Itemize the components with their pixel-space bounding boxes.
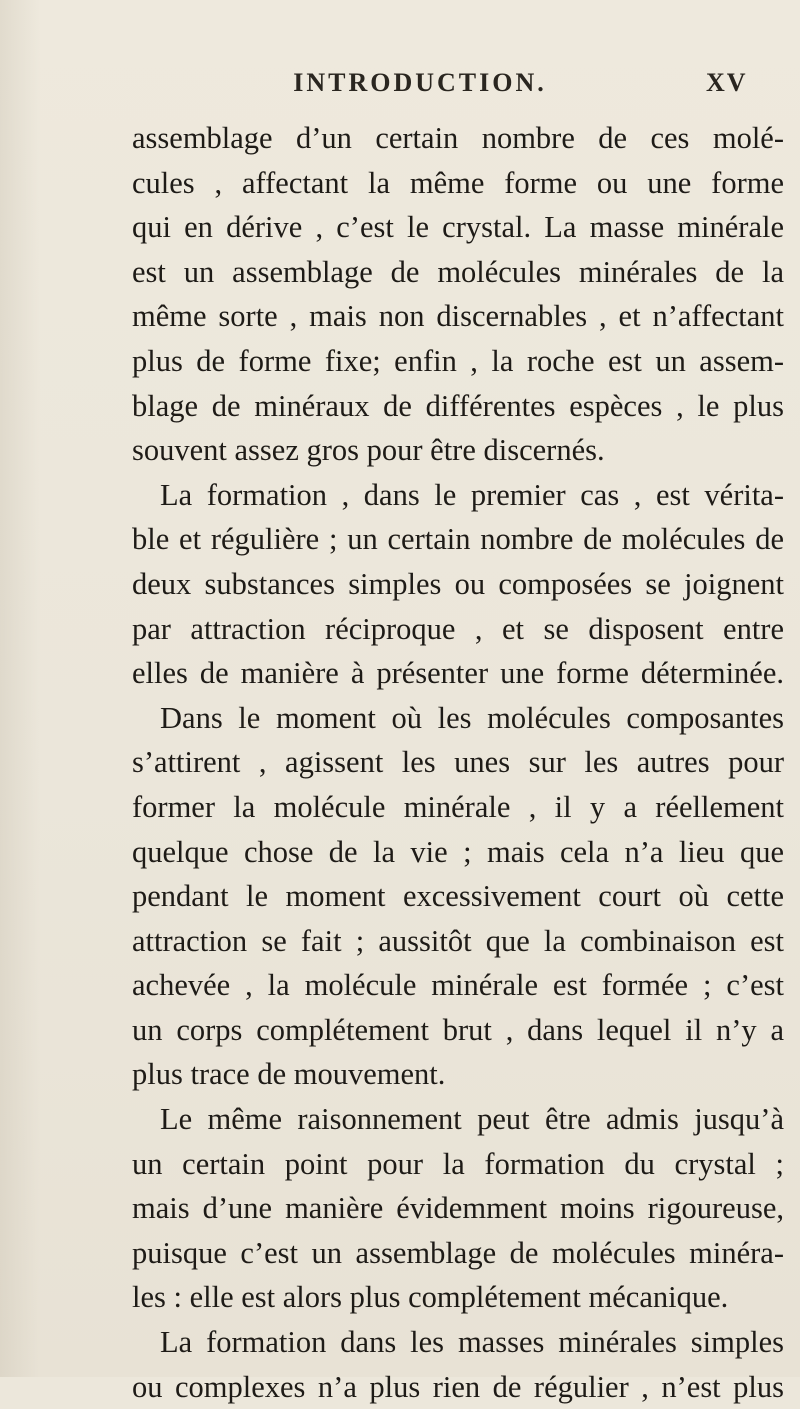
paragraph bbox=[132, 1320, 784, 1409]
page-number: XV bbox=[706, 68, 748, 97]
text-line: La formation dans les masses minérales simples bbox=[160, 1325, 784, 1360]
text-line: Le même raisonnement peut être admis jusqu’à bbox=[160, 1102, 784, 1137]
running-head bbox=[0, 64, 800, 104]
text-line: quelque chose de la vie ; mais cela n’a lieu que bbox=[132, 834, 784, 869]
text-line: est un assemblage de molécules minérales de la bbox=[132, 254, 784, 289]
text-line: par attraction réciproque , et se disposent entre bbox=[132, 611, 784, 646]
text-line: elles de manière à présenter une forme déterminée. bbox=[132, 656, 784, 691]
text-line: deux substances simples ou composées se joignent bbox=[132, 566, 784, 601]
text-line: souvent assez gros pour être discernés. bbox=[132, 433, 605, 468]
text-line: mais d’une manière évidemment moins rigoureuse, bbox=[132, 1191, 784, 1226]
text-line: les : elle est alors plus complétement mécanique. bbox=[132, 1280, 729, 1315]
text-line: blage de minéraux de différentes espèces , le plus bbox=[132, 388, 784, 423]
text-line: même sorte , mais non discernables , et n’affectant bbox=[132, 299, 784, 334]
text-line: Dans le moment où les molécules composantes bbox=[160, 700, 784, 735]
text-line: achevée , la molécule minérale est formée ; c’est bbox=[132, 968, 784, 1003]
text-line: un corps complétement brut , dans lequel il n’y a bbox=[132, 1012, 784, 1047]
paragraph bbox=[132, 1097, 784, 1320]
text-line: s’attirent , agissent les unes sur les autres pour bbox=[132, 745, 784, 780]
text-line: plus de forme fixe; enfin , la roche est un assem- bbox=[132, 343, 784, 378]
text-line: ble et régulière ; un certain nombre de molécules de bbox=[132, 522, 784, 557]
body-text bbox=[132, 116, 784, 1409]
text-line: cules , affectant la même forme ou une forme bbox=[132, 165, 784, 200]
paragraph bbox=[132, 116, 784, 473]
text-line: qui en dérive , c’est le crystal. La masse minérale bbox=[132, 210, 784, 245]
text-line: former la molécule minérale , il y a réellement bbox=[132, 789, 784, 824]
text-line: ou complexes n’a plus rien de régulier , n’est plus bbox=[132, 1369, 784, 1404]
text-line: un certain point pour la formation du crystal ; bbox=[132, 1146, 784, 1181]
text-line: La formation , dans le premier cas , est vérita- bbox=[160, 477, 784, 512]
text-line: puisque c’est un assemblage de molécules minéra- bbox=[132, 1235, 784, 1270]
text-line: assemblage d’un certain nombre de ces molé- bbox=[132, 121, 784, 155]
text-line: attraction se fait ; aussitôt que la combinaison est bbox=[132, 923, 784, 958]
running-title: INTRODUCTION. bbox=[293, 68, 547, 97]
paragraph bbox=[132, 473, 784, 1097]
text-line: pendant le moment excessivement court où cette bbox=[132, 879, 784, 914]
text-line: plus trace de mouvement. bbox=[132, 1057, 446, 1092]
page-edge-shadow bbox=[0, 0, 40, 1377]
